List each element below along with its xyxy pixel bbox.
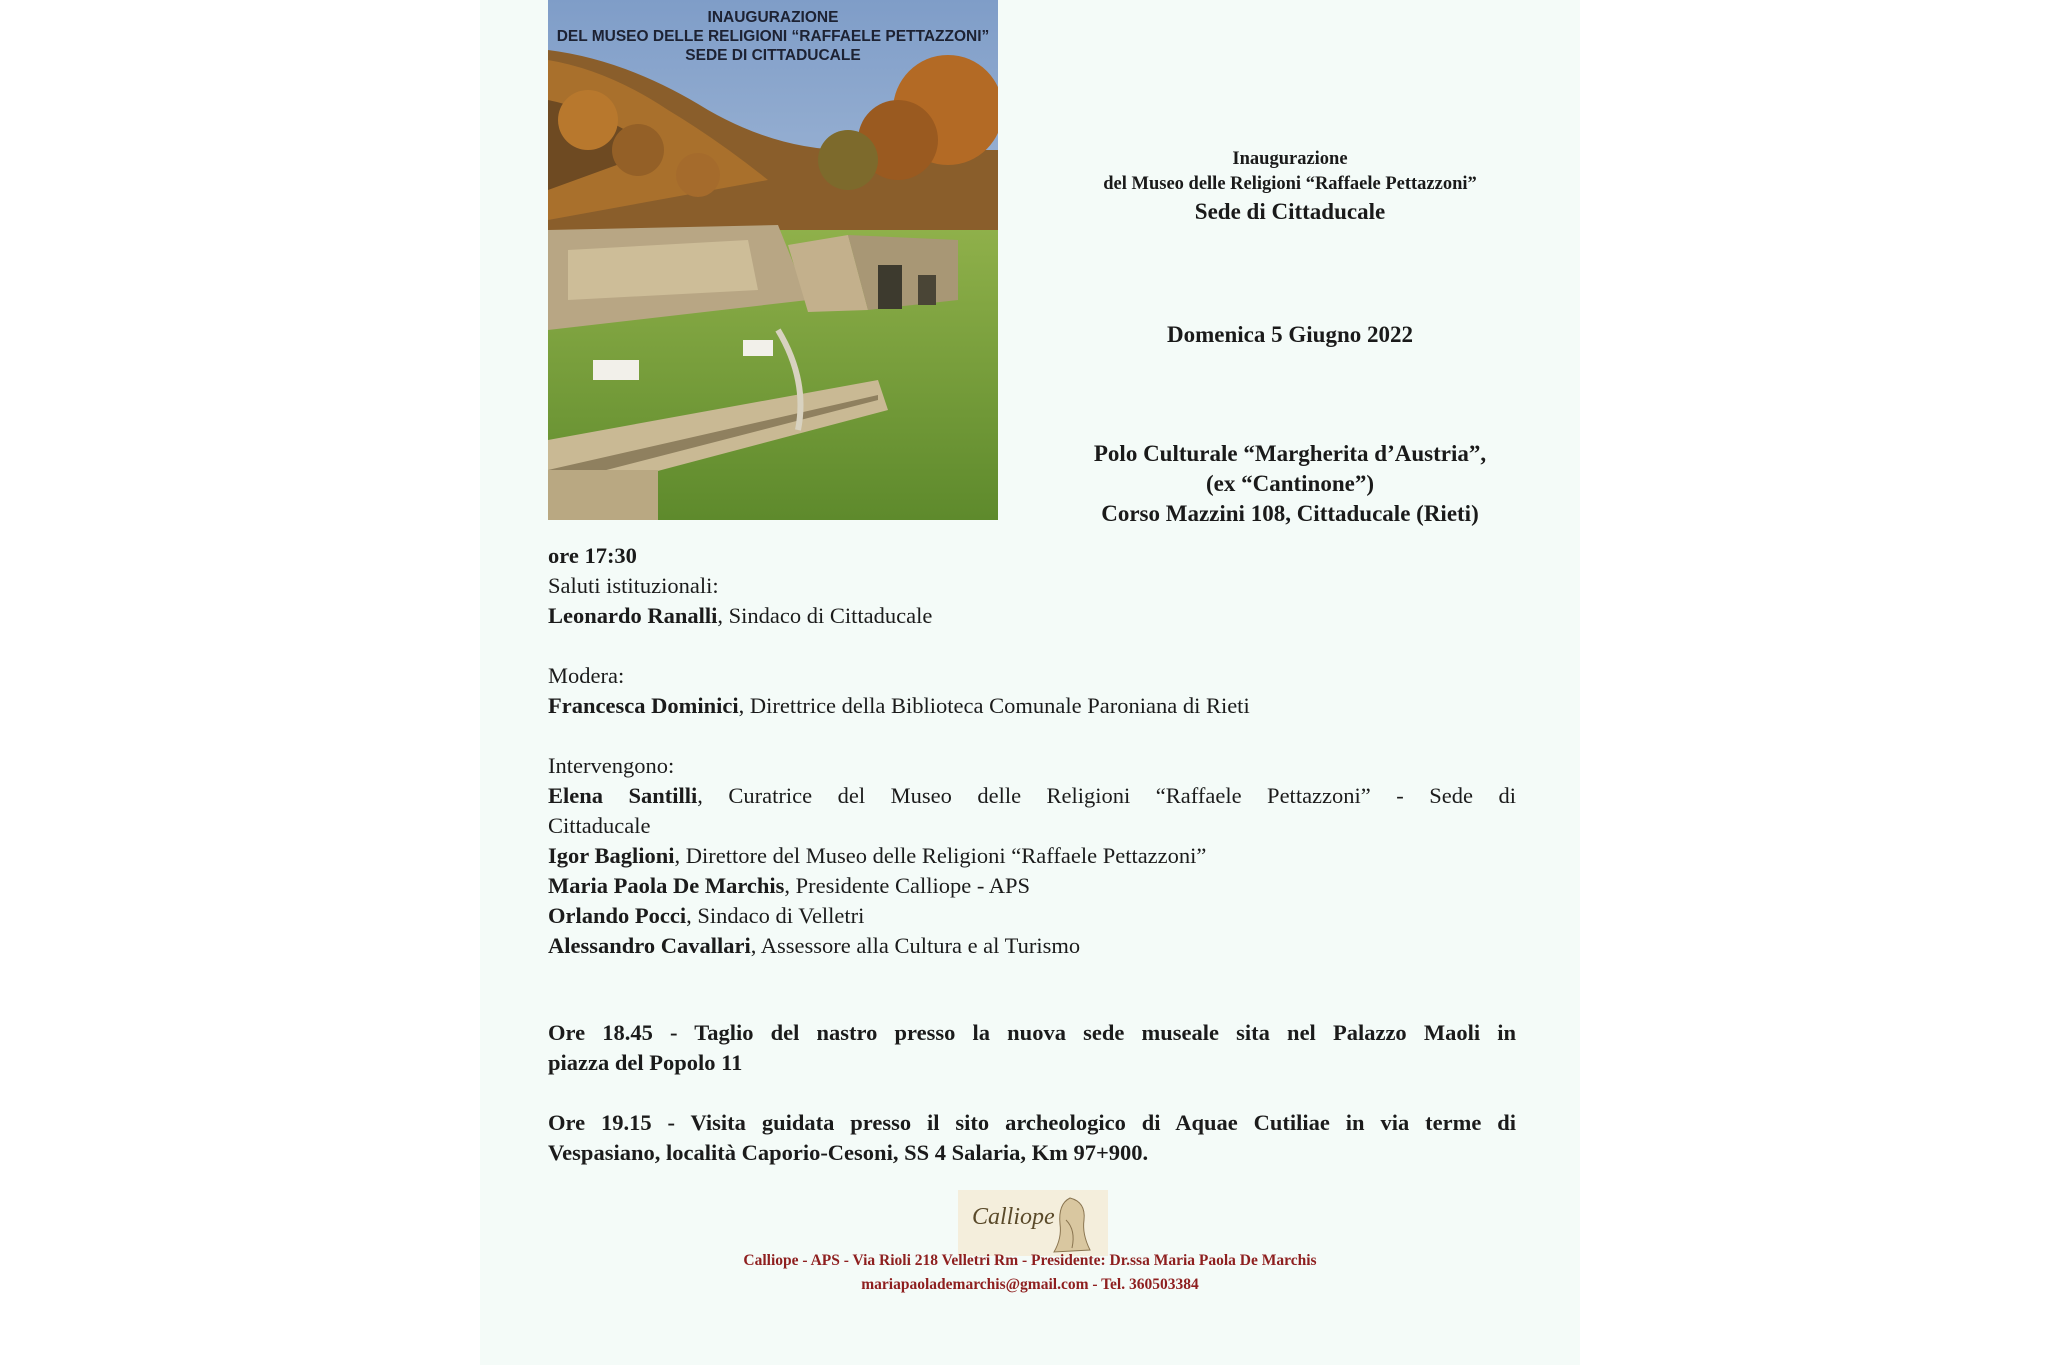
speaker-name: Elena Santilli — [548, 783, 698, 808]
speaker-name: Leonardo Ranalli — [548, 603, 718, 628]
speaker-role: , Sindaco di Cittaducale — [717, 603, 933, 628]
event-guided-tour — [548, 1108, 1516, 1168]
heading-line-inaugurazione: Inaugurazione — [1232, 149, 1348, 169]
event-date: Domenica 5 Giugno 2022 — [1167, 322, 1413, 347]
speaker-role-continuation: Cittaducale — [548, 813, 651, 838]
speaker-role: , Sindaco di Velletri — [686, 903, 865, 928]
muse-figure-icon — [958, 1190, 1108, 1256]
speaker-name: Alessandro Cavallari — [548, 933, 751, 958]
footer-organization: Calliope - APS - Via Rioli 218 Velletri Rm - Presidente: Dr.ssa Maria Paola De Marchis — [743, 1252, 1317, 1269]
event-line: piazza del Popolo 11 — [548, 1050, 743, 1075]
ruins-landscape-image — [548, 0, 998, 520]
speaker-row — [548, 841, 1516, 871]
speaker-row — [548, 901, 1516, 931]
moderator-label: Modera: — [548, 663, 625, 688]
speaker-row — [548, 601, 1516, 631]
speakers-label: Intervengono: — [548, 753, 675, 778]
speaker-name: Igor Baglioni — [548, 843, 675, 868]
speaker-role: , Direttore del Museo delle Religioni “Raffaele Pettazzoni” — [674, 843, 1207, 868]
program-time: ore 17:30 — [548, 543, 637, 568]
venue-line-address: Corso Mazzini 108, Cittaducale (Rieti) — [1101, 501, 1479, 526]
speaker-row — [548, 691, 1516, 721]
cover-photo — [548, 0, 998, 520]
speaker-role: , Direttrice della Biblioteca Comunale Paroniana di Rieti — [738, 693, 1250, 718]
heading-line-museum: del Museo delle Religioni “Raffaele Pettazzoni” — [1103, 174, 1477, 194]
cover-title-line: DEL MUSEO DELLE RELIGIONI “RAFFAELE PETTAZZONI” — [556, 28, 990, 45]
greetings-label: Saluti istituzionali: — [548, 573, 719, 598]
speaker-name: Francesca Dominici — [548, 693, 739, 718]
cover-title-line: INAUGURAZIONE — [707, 9, 839, 26]
speaker-row — [548, 931, 1516, 961]
footer-contact: mariapaolademarchis@gmail.com - Tel. 360503384 — [861, 1276, 1199, 1293]
event-ribbon-cutting — [548, 1018, 1516, 1078]
speaker-name: Orlando Pocci — [548, 903, 687, 928]
event-venue — [1030, 439, 1550, 529]
speaker-role: , Presidente Calliope - APS — [784, 873, 1031, 898]
cover-title — [548, 8, 998, 65]
speaker-row — [548, 871, 1516, 901]
event-line: Ore 18.45 - Taglio del nastro presso la nuova sede museale sita nel Palazzo Maoli in — [548, 1020, 1516, 1045]
logo-wordmark: Calliope — [972, 1204, 1055, 1230]
venue-line-former-name: (ex “Cantinone”) — [1205, 471, 1375, 496]
speaker-role: , Assessore alla Cultura e al Turismo — [750, 933, 1081, 958]
program — [548, 541, 1516, 961]
event-heading — [1030, 147, 1550, 227]
event-line: Vespasiano, località Caporio-Cesoni, SS 4 Salaria, Km 97+900. — [548, 1140, 1149, 1165]
speaker-name: Maria Paola De Marchis — [548, 873, 785, 898]
speaker-role: , Curatrice del Museo delle Religioni “Raffaele Pettazzoni” - Sede di — [697, 783, 1516, 808]
heading-line-sede: Sede di Cittaducale — [1194, 199, 1386, 224]
cover-title-line: SEDE DI CITTADUCALE — [685, 47, 861, 64]
venue-line-name: Polo Culturale “Margherita d’Austria”, — [1093, 441, 1487, 466]
speaker-row — [548, 781, 1516, 811]
calliope-logo — [958, 1190, 1108, 1256]
event-line: Ore 19.15 - Visita guidata presso il sito archeologico di Aquae Cutiliae in via terme di — [548, 1110, 1516, 1135]
